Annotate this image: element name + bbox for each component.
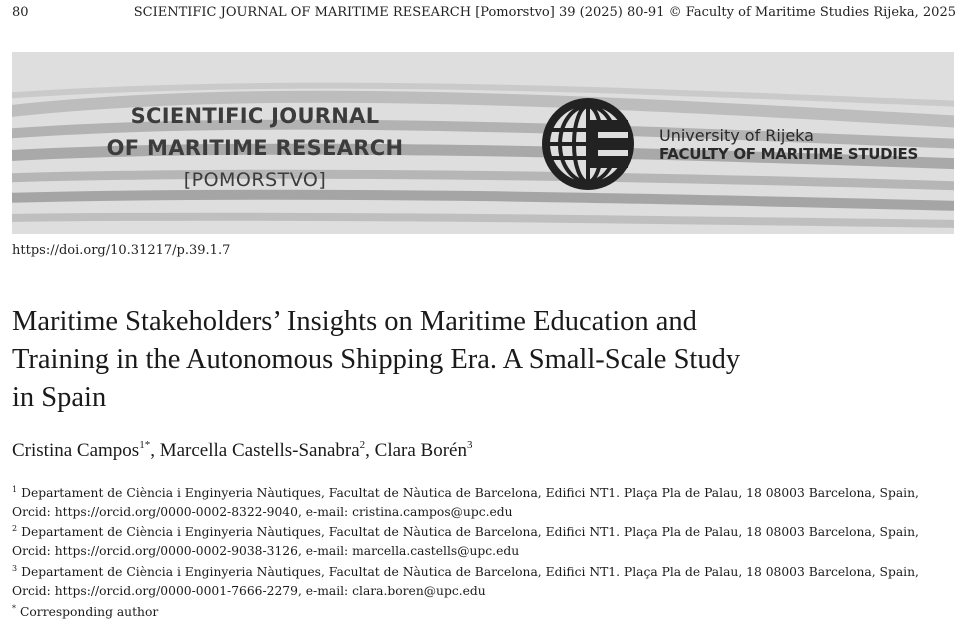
author-separator: ,: [365, 440, 375, 461]
author-list: [12, 438, 472, 464]
page-number: 80: [12, 5, 29, 20]
affiliation: [12, 563, 952, 601]
email-link[interactable]: cristina.campos@upc.edu: [352, 505, 513, 519]
journal-title-block: [100, 100, 410, 194]
author-name: Cristina Campos: [12, 440, 140, 461]
affiliation-mark: 2: [12, 524, 18, 533]
affiliation-mark: 1: [12, 485, 18, 494]
email-label: , e-mail:: [297, 505, 353, 519]
article-title-line: in Spain: [12, 382, 107, 413]
orcid-link[interactable]: https://orcid.org/0000-0002-8322-9040: [54, 505, 298, 519]
university-block: [659, 126, 918, 164]
author-affiliation-mark: 2: [359, 439, 366, 451]
author-affiliation-mark: 3: [466, 439, 473, 451]
orcid-label: Orcid:: [12, 505, 55, 519]
affiliation-address: Departament de Ciència i Enginyeria Nàutiques, Facultat de Nàutica de Barcelona, Edifici NT1. Plaça Pla de Palau, 18 08003 Barcelona, Spain,: [21, 486, 919, 500]
email-link[interactable]: clara.boren@upc.edu: [352, 584, 486, 598]
email-link[interactable]: marcella.castells@upc.edu: [352, 544, 520, 558]
orcid-label: Orcid:: [12, 544, 55, 558]
affiliation-mark: 3: [12, 564, 18, 573]
university-name: University of Rijeka: [659, 126, 814, 145]
article-title-line: Maritime Stakeholders’ Insights on Maritime Education and: [12, 306, 697, 337]
doi-link[interactable]: https://doi.org/10.31217/p.39.1.7: [12, 243, 231, 258]
journal-reference: SCIENTIFIC JOURNAL OF MARITIME RESEARCH [Pomorstvo] 39 (2025) 80-91 © Faculty of Maritime Studies Rijeka, 2025: [133, 5, 956, 20]
article-title: [12, 303, 952, 417]
affiliation: [12, 523, 952, 561]
corresponding-author-note: [12, 603, 952, 622]
journal-title-line: OF MARITIME RESEARCH: [106, 136, 404, 160]
affiliation-address: Departament de Ciència i Enginyeria Nàutiques, Facultat de Nàutica de Barcelona, Edifici NT1. Plaça Pla de Palau, 18 08003 Barcelona, Spain,: [21, 525, 919, 539]
author-separator: ,: [150, 440, 160, 461]
corresponding-mark: *: [12, 604, 16, 613]
email-label: , e-mail:: [297, 584, 353, 598]
email-label: , e-mail:: [297, 544, 353, 558]
author-affiliation-mark: 1*: [139, 439, 151, 451]
journal-banner: [12, 52, 954, 234]
affiliation-address: Departament de Ciència i Enginyeria Nàutiques, Facultat de Nàutica de Barcelona, Edifici NT1. Plaça Pla de Palau, 18 08003 Barcelona, Spain,: [21, 565, 919, 579]
orcid-label: Orcid:: [12, 584, 55, 598]
journal-subtitle: [POMORSTVO]: [183, 169, 327, 191]
faculty-name: FACULTY OF MARITIME STUDIES: [659, 145, 919, 163]
globe-faculty-logo-icon: [538, 94, 638, 194]
article-title-line: Training in the Autonomous Shipping Era. A Small-Scale Study: [12, 344, 741, 375]
affiliation: [12, 484, 952, 522]
author-name: Clara Borén: [374, 440, 467, 461]
orcid-link[interactable]: https://orcid.org/0000-0001-7666-2279: [54, 584, 298, 598]
orcid-link[interactable]: https://orcid.org/0000-0002-9038-3126: [54, 544, 298, 558]
corresponding-text: Corresponding author: [20, 605, 159, 619]
journal-title-line: SCIENTIFIC JOURNAL: [130, 104, 380, 128]
author-name: Marcella Castells-Sanabra: [159, 440, 360, 461]
